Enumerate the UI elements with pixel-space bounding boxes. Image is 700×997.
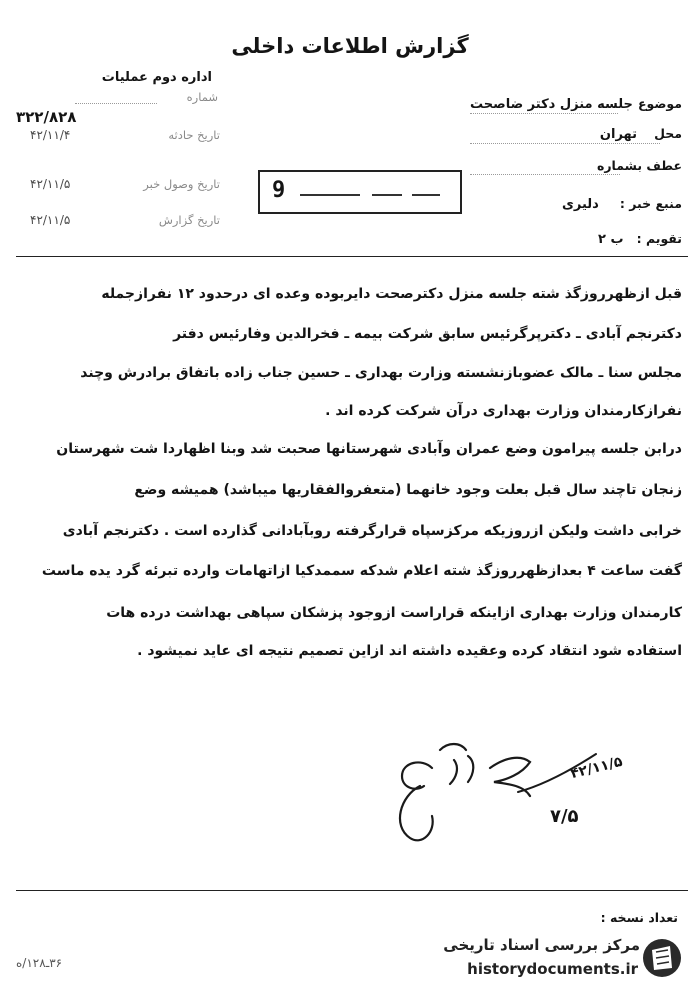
document-code: ۳۶ـ۱۲۸/ه [16, 956, 63, 970]
header-divider [16, 256, 688, 257]
report-date-label: تاریخ گزارش [158, 213, 220, 227]
reference-label: عطف بشماره [596, 158, 682, 173]
archive-logo-text: مرکز بررسی اسناد تاریخی [443, 936, 640, 954]
source-row [432, 193, 682, 212]
subject-value: جلسه منزل دکتر ضاصحت [470, 97, 633, 112]
number-value: ۳۲۲/۸۲۸ [16, 108, 77, 126]
archive-logo-url: historydocuments.ir [467, 960, 638, 978]
body-line: درابن جلسه پیرامون وضع عمران وآبادی شهرستانها صحبت شد وبنا اظهاردا شت شهرستان [56, 441, 682, 457]
stamp-number: 9 [272, 178, 286, 203]
place-dotted-line [470, 142, 660, 144]
incident-date-value: ۴۲/۱۱/۴ [30, 128, 71, 142]
place-label: محل [654, 126, 682, 141]
source-value: دلیری [561, 197, 599, 212]
evaluation-row [432, 228, 682, 247]
body-line: دکترنجم آبادی ـ دکترپرگرئیس سابق شرکت بیمه ـ فخرالدین وفارئیس دفتر [173, 326, 682, 342]
archive-logo-icon [640, 936, 684, 980]
subject-row [432, 93, 682, 112]
receipt-date-label: تاریخ وصول خبر [143, 177, 220, 191]
subject-label: موضوع [637, 96, 682, 111]
number-label: شماره [186, 90, 218, 104]
incident-date-label: تاریخ حادثه [168, 128, 220, 142]
copies-label: تعداد نسخه : [600, 910, 678, 925]
subject-dotted-line [470, 112, 618, 114]
department-name: اداره دوم عملیات [101, 70, 212, 85]
signature-note: ۷/۵ [550, 806, 579, 827]
evaluation-label: تقویم : [636, 231, 682, 246]
evaluation-value: ب ۲ [598, 232, 624, 247]
body-line: استفاده شود انتقاد کرده وعقیده داشته اند ازاین تصمیم نتیجه ای عاید نمیشود . [137, 643, 682, 659]
body-line: نفرازکارمندان وزارت بهداری درآن شرکت کرده اند . [325, 403, 682, 419]
body-line: کارمندان وزارت بهداری ازاینکه قراراست ازوجود پزشکان سپاهی بهداشت درده هات [106, 605, 682, 621]
report-date-value: ۴۲/۱۱/۵ [30, 213, 71, 227]
reference-dotted-line [470, 173, 620, 175]
stamp-dash [300, 194, 360, 196]
source-label: منبع خبر : [619, 196, 682, 211]
report-title: گزارش اطلاعات داخلی [231, 34, 469, 58]
receipt-date-value: ۴۲/۱۱/۵ [30, 177, 71, 191]
signature-date: ۴۲/۱۱/۵ [568, 753, 625, 783]
footer-divider [16, 890, 688, 891]
body-line: قبل ازظهرروزگذ شته جلسه منزل دکترصحت دایربوده وعده ای درحدود ۱۲ نفرازجمله [101, 286, 682, 302]
body-line: گفت ساعت ۴ بعدازظهرروزگذ شته اعلام شدکه سممدکیا ازاتهامات وارده تبرئه گرد یده ماست [41, 563, 682, 579]
body-line: زنجان تاچند سال قبل بعلت وجود خانهما (متعفروالفقاریها میباشد) همیشه وضع [134, 482, 682, 498]
body-line: مجلس سنا ـ مالک عضوبازنشسته وزارت بهداری ـ حسین جناب زاده باتفاق برادرش وچند [80, 365, 682, 381]
place-row [432, 123, 682, 142]
stamp-dash [372, 194, 402, 196]
body-line: خرابی داشت ولیکن ازروزیکه مرکزسپاه قرارگرفته روبآبادانی گذارده است . دکترنجم آبادی [62, 523, 682, 539]
place-value: تهران [599, 127, 637, 142]
number-dotted-line [75, 102, 157, 104]
